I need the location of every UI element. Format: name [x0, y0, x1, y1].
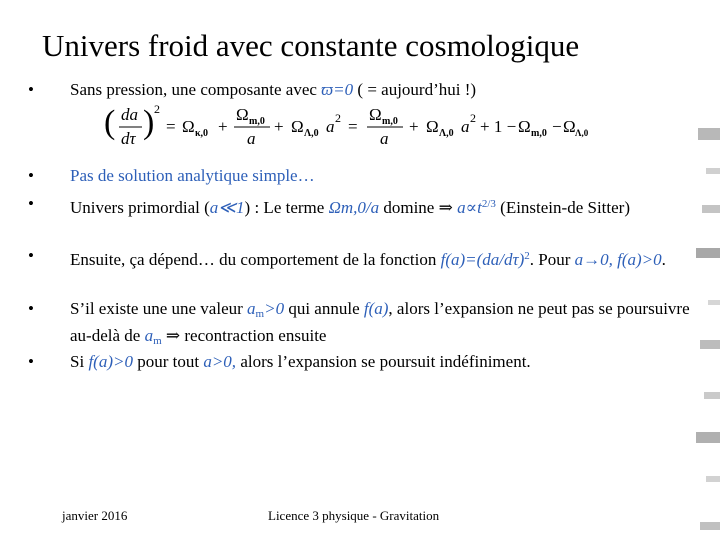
- bullet-text: [70, 298, 690, 352]
- equation-omega-lambda-2: Ω: [426, 117, 439, 136]
- text-run: ϖ=0: [321, 80, 354, 99]
- decoration-bar: [700, 522, 720, 530]
- text-run: Univers primordial (: [70, 198, 210, 217]
- text-run: qui annule: [284, 299, 364, 318]
- text-run: Si: [70, 352, 89, 371]
- equation-plus-1: +: [218, 117, 228, 136]
- text-run: Pas de solution analytique simple…: [70, 166, 315, 185]
- bullet-text: [70, 245, 690, 271]
- text-run: a≪1: [209, 198, 245, 217]
- equation-omega-m-sub: m,0: [249, 116, 265, 127]
- text-run: pour tout: [132, 352, 204, 371]
- text-run: a∝t: [457, 198, 482, 217]
- decoration-bar: [696, 248, 720, 258]
- text-run: ( = aujourd’hui !): [353, 80, 477, 99]
- decoration-bar: [702, 205, 720, 213]
- equation-omega-lambda-sub-3: Λ,0: [575, 128, 589, 138]
- bullet-marker: •: [28, 194, 34, 213]
- text-run: a: [144, 326, 154, 345]
- bullet-marker: •: [28, 299, 34, 318]
- equation-a-denominator-2: a: [380, 129, 389, 148]
- text-run: S’il existe une une valeur: [70, 299, 248, 318]
- text-run: a>0,: [203, 352, 237, 371]
- equation-omega-lambda-3: Ω: [563, 117, 576, 136]
- text-run: .: [661, 250, 666, 269]
- text-run: Ωm,0/a: [328, 198, 380, 217]
- equation-omega-m-sub-3: m,0: [531, 128, 547, 139]
- footer-date: janvier 2016: [62, 508, 128, 523]
- equation-paren-open: (: [104, 104, 116, 141]
- equation-one-minus: + 1 −: [480, 117, 517, 136]
- decoration-bar: [708, 300, 720, 305]
- equation-minus: −: [552, 117, 562, 136]
- text-run: 2: [524, 250, 530, 262]
- equation-plus-3: +: [409, 117, 419, 136]
- equation-omega-lambda: Ω: [291, 117, 304, 136]
- text-run: f(a)>0: [88, 352, 133, 371]
- friedmann-equation: [104, 100, 589, 152]
- equation-a: a: [326, 117, 335, 136]
- bullet-text: [70, 351, 690, 373]
- bullet-text: [70, 165, 690, 187]
- bullet-marker: •: [28, 80, 34, 99]
- equation-omega-m: Ω: [236, 105, 249, 124]
- equation-lhs-denominator: dτ: [121, 129, 136, 148]
- equation-omega-lambda-sub-2: Λ,0: [439, 128, 454, 139]
- decoration-bar: [700, 340, 720, 349]
- decoration-bar: [704, 392, 720, 399]
- text-run: . Pour: [529, 250, 575, 269]
- bullet-marker: •: [28, 166, 34, 185]
- text-run: alors l’expansion se poursuit indéfiniment.: [236, 352, 531, 371]
- equation-equals-2: =: [348, 117, 358, 136]
- equation-lhs-exponent: 2: [154, 102, 160, 116]
- equation-omega-m-2: Ω: [369, 105, 382, 124]
- slide-title: Univers froid avec constante cosmologique: [42, 28, 580, 63]
- text-run: 2/3: [481, 198, 496, 210]
- text-run: m: [255, 308, 265, 320]
- text-run: >0: [264, 299, 285, 318]
- text-run: m: [153, 335, 162, 347]
- right-edge-decoration: [696, 0, 720, 540]
- bullet-marker: •: [28, 246, 34, 265]
- equation-omega-lambda-sub: Λ,0: [304, 128, 319, 139]
- text-run: Sans pression, une composante avec: [70, 80, 322, 99]
- decoration-bar: [706, 168, 720, 174]
- text-run: Ensuite, ça dépend… du comportement de la fonction: [70, 250, 441, 269]
- equation-equals: =: [166, 117, 176, 136]
- equation-a-exponent-2: 2: [470, 111, 476, 125]
- text-run: f(a)=(da/dτ): [440, 250, 525, 269]
- equation-a-exponent: 2: [335, 111, 341, 125]
- equation-a-denominator: a: [247, 129, 256, 148]
- equation-paren-close: ): [143, 104, 155, 141]
- footer-course: Licence 3 physique - Gravitation: [268, 508, 440, 523]
- decoration-bar: [698, 128, 720, 140]
- text-run: ⇒ recontraction ensuite: [161, 326, 327, 345]
- text-run: domine ⇒: [379, 198, 458, 217]
- equation-omega-m-3: Ω: [518, 117, 531, 136]
- equation-plus-2: +: [274, 117, 284, 136]
- equation-lhs-numerator: da: [121, 105, 138, 124]
- bullet-text: [70, 193, 690, 219]
- decoration-bar: [696, 432, 720, 443]
- text-run: f(a): [363, 299, 389, 318]
- text-run: a→0, f(a)>0: [574, 250, 662, 269]
- text-run: a: [247, 299, 256, 318]
- text-run: , alors l’expansion ne peut pas se poursuivre au-delà de: [70, 299, 690, 345]
- equation-omega-k: Ω: [182, 117, 195, 136]
- bullet-marker: •: [28, 352, 34, 371]
- equation-omega-m-sub-2: m,0: [382, 116, 398, 127]
- bullet-text: [70, 79, 690, 101]
- text-run: ) : Le terme: [244, 198, 329, 217]
- decoration-bar: [706, 476, 720, 482]
- text-run: (Einstein-de Sitter): [495, 198, 630, 217]
- equation-a-2: a: [461, 117, 470, 136]
- equation-omega-k-sub: κ,0: [195, 128, 209, 139]
